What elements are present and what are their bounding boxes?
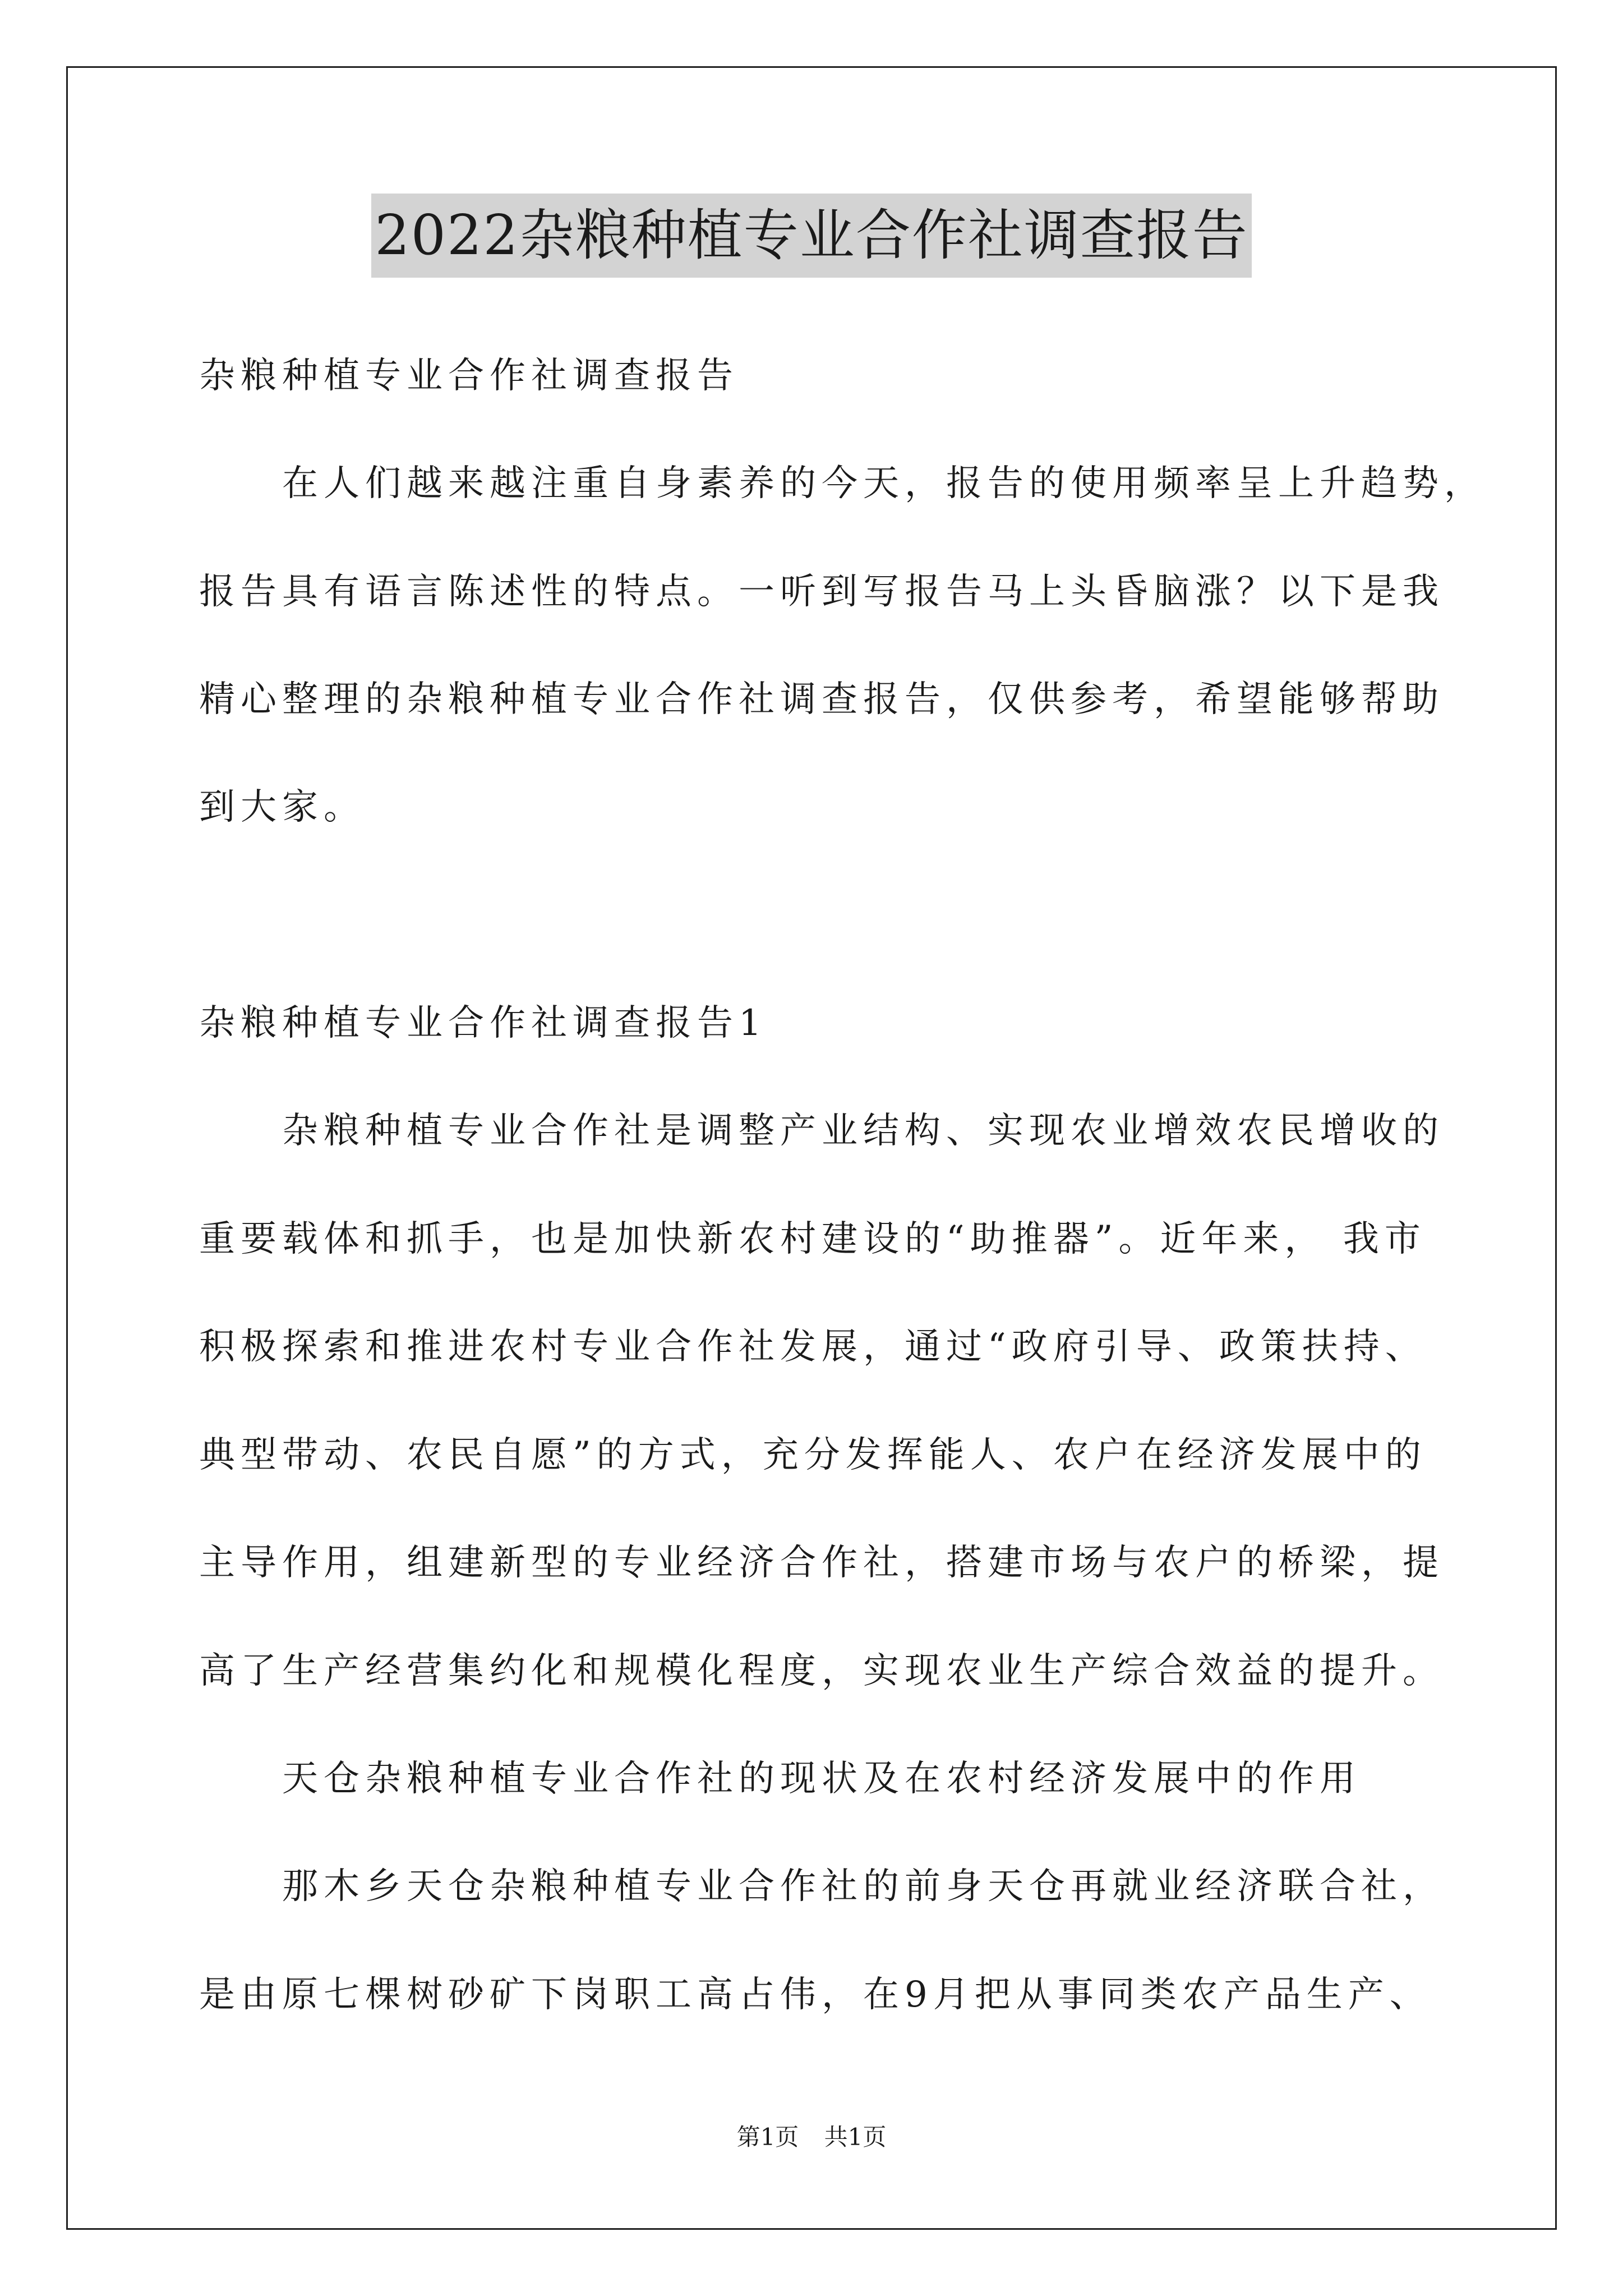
paragraph-line: 到大家。	[199, 786, 365, 828]
page-footer	[0, 2120, 1623, 2154]
paragraph-line: 精心整理的杂粮种植专业合作社调查报告，仅供参考，希望能够帮助	[199, 679, 1444, 720]
document-title: 2022杂粮种植专业合作社调查报告	[371, 194, 1251, 278]
page-number: 第1页	[736, 2123, 799, 2151]
page-total: 共1页	[824, 2123, 887, 2151]
paragraph-line: 积极探索和推进农村专业合作社发展，通过“政府引导、政策扶持、	[199, 1326, 1427, 1368]
title-container	[0, 194, 1623, 278]
paragraph-line: 那木乡天仓杂粮种植专业合作社的前身天仓再就业经济联合社，	[282, 1866, 1444, 1907]
section-heading: 杂粮种植专业合作社调查报告1	[199, 1002, 767, 1044]
subtitle: 杂粮种植专业合作社调查报告	[199, 355, 739, 397]
paragraph-line: 重要载体和抓手，也是加快新农村建设的“助推器”。近年来， 我市	[199, 1218, 1426, 1260]
paragraph-line: 在人们越来越注重自身素养的今天，报告的使用频率呈上升趋势，	[282, 463, 1486, 504]
paragraph-line: 高了生产经营集约化和规模化程度，实现农业生产综合效益的提升。	[199, 1650, 1444, 1692]
paragraph-line: 主导作用，组建新型的专业经济合作社，搭建市场与农户的桥梁，提	[199, 1542, 1444, 1584]
paragraph-line: 是由原七棵树砂矿下岗职工高占伟，在9月把从事同类农产品生产、	[199, 1974, 1431, 2016]
paragraph-line: 杂粮种植专业合作社是调整产业结构、实现农业增效农民增收的	[282, 1110, 1444, 1152]
paragraph-line: 典型带动、农民自愿”的方式，充分发挥能人、农户在经济发展中的	[199, 1434, 1427, 1476]
paragraph-line: 报告具有语言陈述性的特点。一听到写报告马上头昏脑涨？以下是我	[199, 571, 1444, 613]
paragraph-line: 天仓杂粮种植专业合作社的现状及在农村经济发展中的作用	[282, 1758, 1361, 1800]
